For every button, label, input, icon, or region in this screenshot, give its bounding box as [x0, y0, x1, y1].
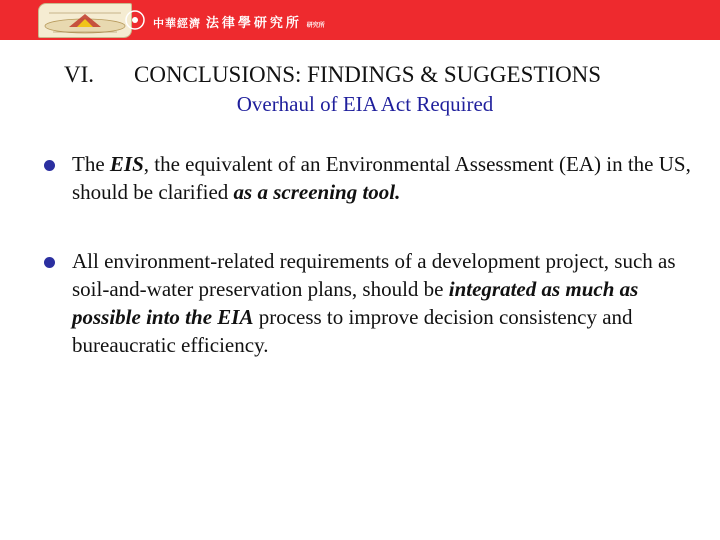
header-bar — [0, 0, 720, 40]
bullet-2-text-a: All environment-related requirements of a development project, such as soil-and-water preservation plans, should be — [72, 249, 676, 301]
bullet-1-text-b: EIS — [109, 152, 144, 176]
org-name-tiny: 研究所 — [306, 22, 325, 29]
bullet-dot-icon — [44, 257, 55, 268]
page-subtitle: Overhaul of EIA Act Required — [236, 92, 494, 116]
bullet-1-text-c: , the equivalent of an Environmental Assessment (EA) in the US, should be clarified — [72, 152, 691, 204]
bullet-2-text-b: integrated as much as possible into the EIA — [72, 277, 639, 329]
institute-logo-icon — [39, 4, 131, 37]
org-name-small: 中華經濟 — [153, 17, 201, 30]
bullet-paragraph-2 — [72, 247, 692, 359]
page-title: CONCLUSIONS: FINDINGS & SUGGESTIONS — [134, 62, 602, 87]
bullet-1-text-d: as a screening tool. — [233, 180, 401, 204]
org-name-main: 法律學研究所 — [205, 16, 302, 31]
bullet-1-text-a: The — [72, 152, 110, 176]
section-number: VI. — [64, 62, 95, 87]
institute-logo — [38, 3, 132, 38]
organization-name — [153, 12, 325, 31]
bullet-2-text-c: process to improve decision consistency and bureaucratic efficiency. — [72, 305, 633, 357]
bullet-dot-icon — [44, 160, 55, 171]
bullet-paragraph-1 — [72, 150, 692, 206]
emblem-icon — [122, 7, 148, 33]
